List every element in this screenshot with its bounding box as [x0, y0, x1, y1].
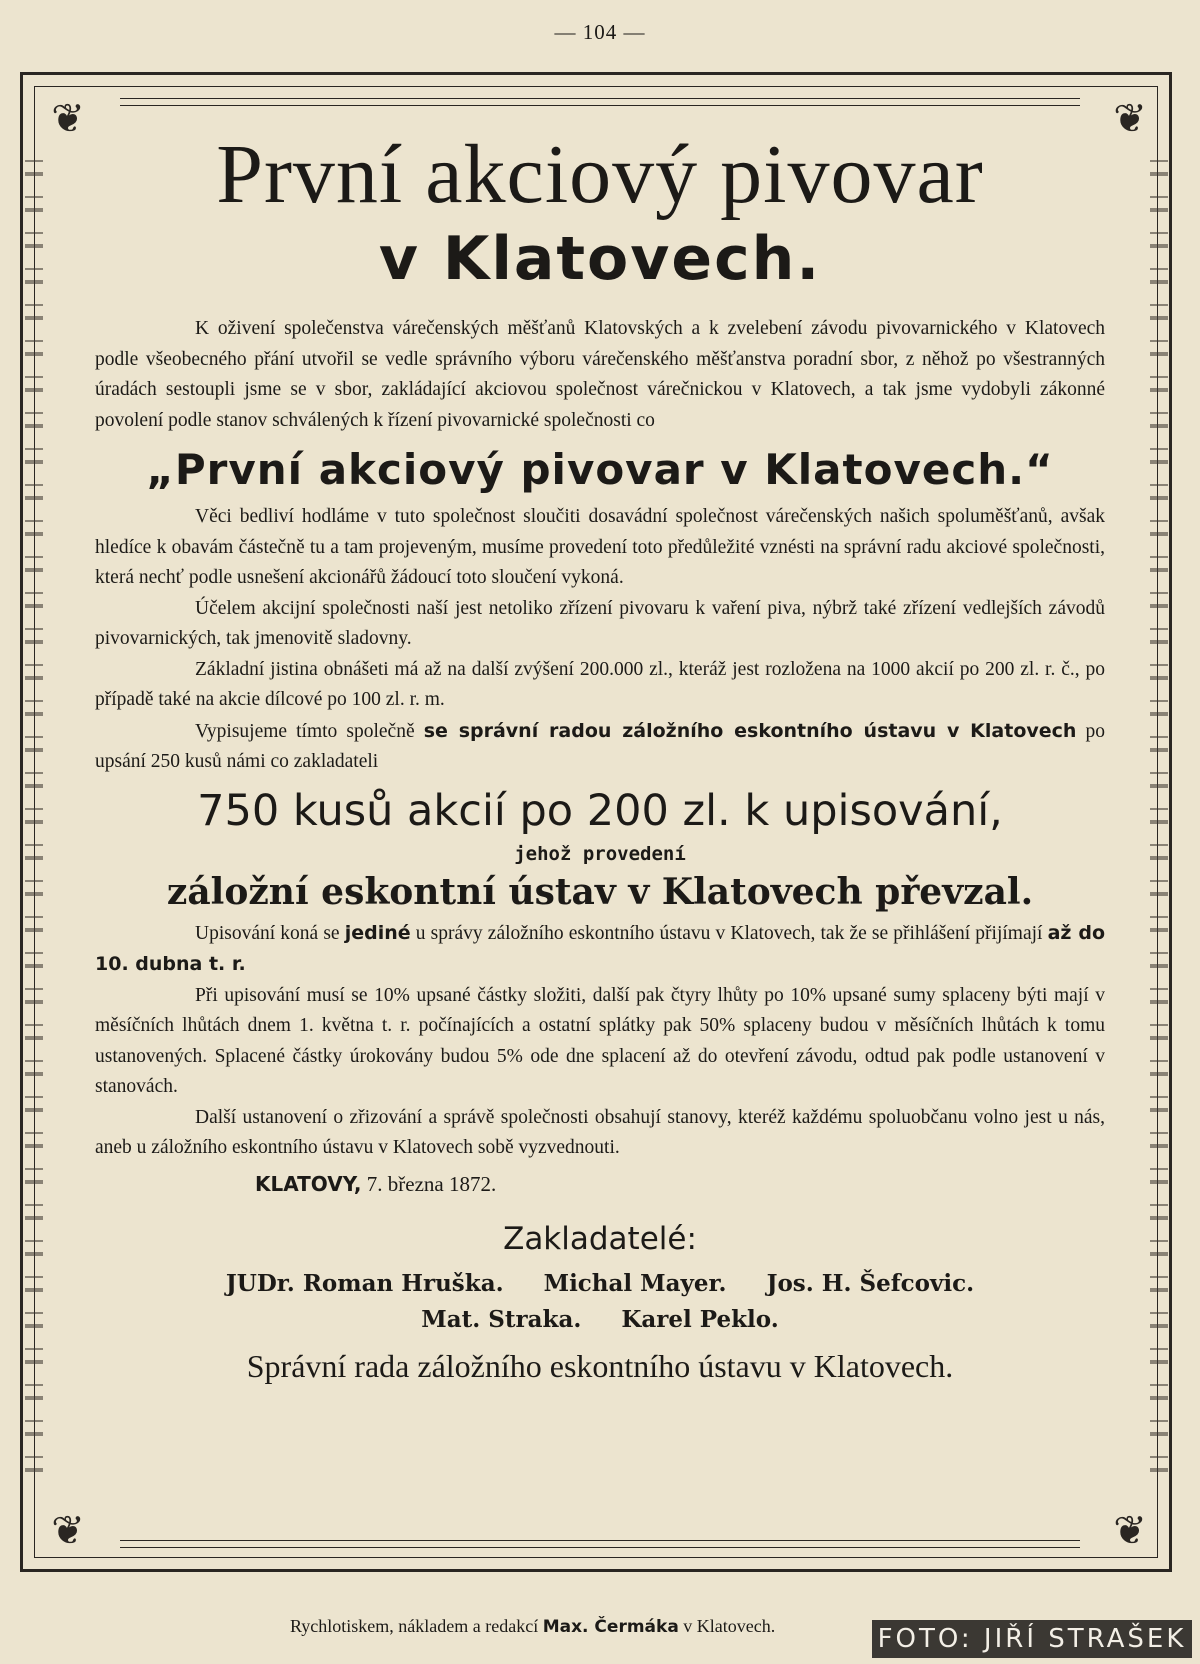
subscription-bold-2: až do 10. dubna t. r.: [95, 921, 1106, 975]
imprint-publisher: Max. Čermáka: [542, 1617, 679, 1637]
border-vine-left: [25, 150, 43, 1490]
founder-name: Michal Mayer.: [543, 1269, 727, 1297]
headline: První akciový pivovar: [216, 128, 984, 221]
issue-text-after: po upsání 250 kusů námi co zakladateli: [95, 720, 1106, 772]
imprint-text-before: Rychlotiskem, nákladem a redakcí: [290, 1616, 539, 1636]
date-value: 7. března 1872.: [366, 1171, 497, 1196]
announcement-body: [95, 128, 1105, 1390]
payment-paragraph: Při upisování musí se 10% upsané částky složiti, další pak čtyry lhůty po 10% upsané sumy splaceny býti mají v měsíčních lhůtách dnem 1. května t. r. počínajících a ostatní splátky pak 50% splaceny budou v měsíčních lhůtách k tomu ustanovených. Splacené částky úrokovány budou 5% ode dne splacení až do otevření závodu, odtud pak podle ustanovení v stanovách.: [95, 984, 1105, 1097]
photo-credit-badge: FOTO: JIŘÍ STRAŠEK: [872, 1620, 1192, 1658]
date-line: [255, 1168, 1105, 1200]
border-bottom-rule: [120, 1540, 1080, 1548]
ornament-corner-icon: ❦: [51, 95, 85, 141]
printer-imprint: [290, 1614, 775, 1639]
ornament-corner-icon: ❦: [1113, 95, 1147, 141]
subscription-text-1: Upisování koná se: [195, 922, 340, 944]
imprint-text-after: v Klatovech.: [683, 1616, 776, 1636]
board-signature: Správní rada záložního eskontního ústavu v Klatovech.: [246, 1347, 954, 1384]
company-name: „První akciový pivovar v Klatovech.“: [146, 445, 1054, 494]
merge-paragraph: Věci bedliví hodláme v tuto společnost sloučiti dosavádní společnost várečenských našich spoluměšťanů, avšak hledíce k obavám částečně tu a tam projeveným, musíme provedení toto předůležité vznésti na správní radu akciové společnosti, která nechť podle usnešení akcionářů žádoucí toto sloučení vykoná.: [95, 506, 1105, 588]
founders-heading: Zakladatelé:: [503, 1220, 697, 1257]
capital-paragraph: Základní jistina obnášeti má až na další zvýšení 200.000 zl., kteráž jest rozložena na 1000 akcií po 200 zl. r. č., po případě také na akcie dílcové po 100 zl. r. m.: [95, 658, 1105, 710]
shares-line: 750 kusů akcií po 200 zl. k upisování,: [197, 785, 1003, 836]
purpose-paragraph: Účelem akcijní společnosti naší jest netoliko zřízení pivovaru k vaření piva, nýbrž také zřízení vedlejších závodů pivovarnických, tak jmenovitě sladovny.: [95, 597, 1105, 649]
issue-text-bold: se správní radou záložního eskontního ústavu v Klatovech: [423, 719, 1077, 742]
intro-paragraph: K oživení společenstva várečenských měšťanů Klatovských a k zvelebení závodu pivovarnického v Klatovech podle všeobecného přání utvořil se vedle správního výboru várečenského měšťanstva poradní sbor, z něhož po všestranných úradách sestoupli jsme se v sbor, zakládající akciovou společnost várečnickou v Klatovech, a tak jsme vydobyli zákonné povolení podle stanov schválených k řízení pivovarnické společnosti co: [95, 318, 1105, 431]
ornament-corner-icon: ❦: [51, 1507, 85, 1553]
subscription-paragraph: [95, 918, 1105, 981]
subscription-text-2: u správy záložního eskontního ústavu v Klatovech, tak že se přihlášení přijímají: [415, 922, 1043, 944]
page-number: — 104 —: [554, 20, 646, 44]
issue-text-before: Vypisujeme tímto společně: [195, 720, 415, 742]
jehoz-line: jehož provedení: [514, 842, 686, 865]
prevzal-line: záložní eskontní ústav v Klatovech převzal.: [166, 870, 1034, 913]
subheadline: v Klatovech.: [378, 224, 822, 294]
founder-name: Karel Peklo.: [621, 1305, 779, 1333]
founders-row-1: [95, 1266, 1105, 1302]
founder-name: Mat. Straka.: [421, 1305, 582, 1333]
border-vine-right: [1150, 150, 1168, 1490]
date-place: KLATOVY,: [255, 1171, 362, 1196]
ornament-corner-icon: ❦: [1113, 1507, 1147, 1553]
founders-row-2: [95, 1302, 1105, 1338]
founder-name: JUDr. Roman Hruška.: [225, 1269, 504, 1297]
founder-name: Jos. H. Šefcovic.: [766, 1269, 975, 1297]
statutes-paragraph: Další ustanovení o zřizování a správě společnosti obsahují stanovy, kteréž každému spoluobčanu volno jest u nás, aneb u záložního eskontního ústavu v Klatovech sobě vyzvednouti.: [95, 1106, 1105, 1158]
issue-paragraph: [95, 716, 1105, 778]
subscription-bold-1: jediné: [344, 921, 411, 944]
border-top-rule: [120, 98, 1080, 106]
